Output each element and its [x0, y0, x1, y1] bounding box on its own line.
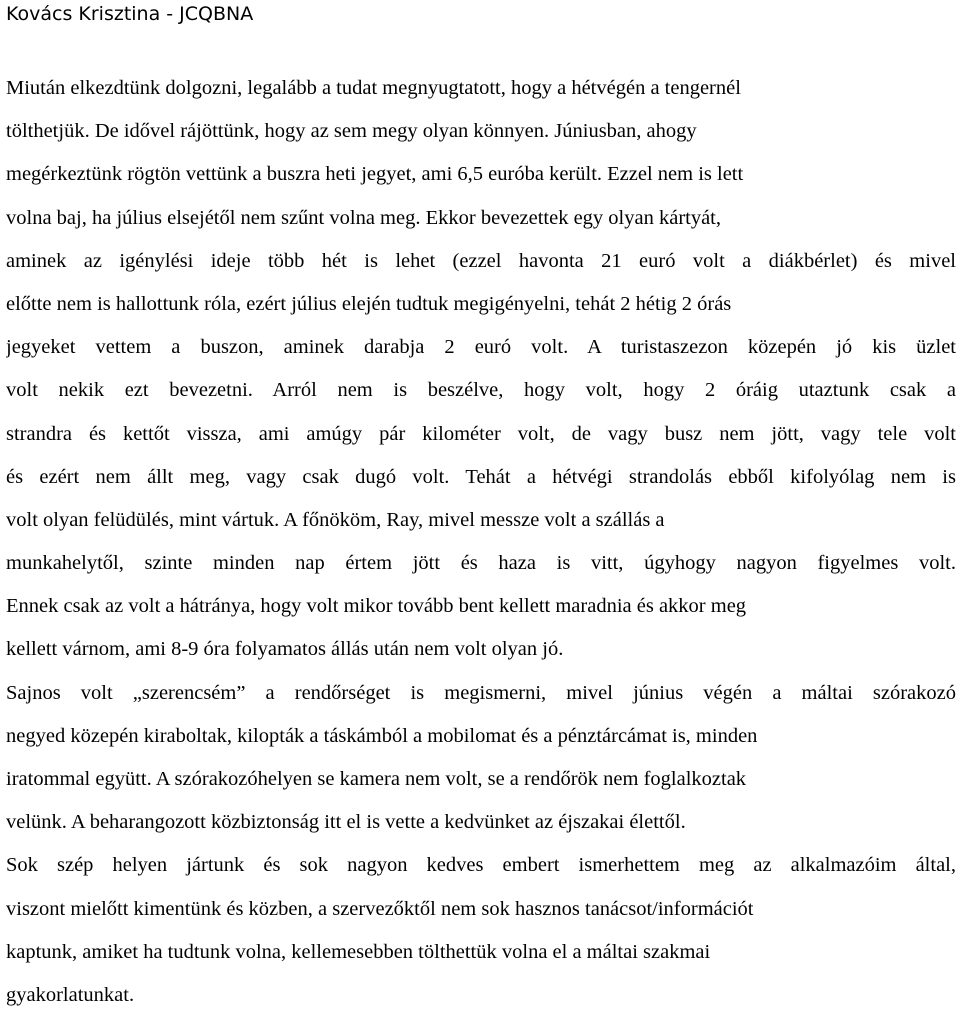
text-line: Sajnos volt „szerencsém” a rendőrséget is megismerni, mivel június végén a máltai szórakozó	[6, 681, 956, 704]
text-line: Ennek csak az volt a hátránya, hogy volt mikor tovább bent kellett maradnia és akkor meg	[6, 595, 747, 618]
text-line: iratommal együtt. A szórakozóhelyen se kamera nem volt, se a rendőrök nem foglalkoztak	[6, 768, 747, 790]
document-header-author: Kovács Krisztina - JCQBNA	[6, 3, 254, 25]
text-line: velünk. A beharangozott közbiztonság itt el is vette a kedvünket az éjszakai élettől.	[6, 811, 686, 834]
text-line: és ezért nem állt meg, vagy csak dugó volt. Tehát a hétvégi strandolás ebből kifolyólag nem is	[6, 465, 956, 488]
text-line: negyed közepén kiraboltak, kilopták a táskámból a mobilomat és a pénztárcámat is, minden	[6, 724, 758, 747]
text-line: strandra és kettőt vissza, ami amúgy pár kilométer volt, de vagy busz nem jött, vagy tele volt	[6, 422, 956, 445]
text-line: munkahelytől, szinte minden nap értem jött és haza is vitt, úgyhogy nagyon figyelmes volt.	[6, 552, 956, 575]
text-line: volna baj, ha július elsejétől nem szűnt volna meg. Ekkor bevezettek egy olyan kártyát,	[6, 206, 722, 229]
text-line: viszont mielőtt kimentünk és közben, a szervezőktől nem sok hasznos tanácsot/információt	[6, 897, 754, 920]
text-line: tölthetjük. De idővel rájöttünk, hogy az sem megy olyan könnyen. Júniusban, ahogy	[6, 120, 697, 143]
text-line: előtte nem is hallottunk róla, ezért július elején tudtuk megigényelni, tehát 2 hétig 2 órás	[6, 292, 732, 315]
text-line: kaptunk, amiket ha tudtunk volna, kellemesebben tölthettük volna el a máltai szakmai	[6, 940, 711, 963]
text-line: kellett várnom, ami 8-9 óra folyamatos állás után nem volt olyan jó.	[6, 638, 564, 661]
text-line: jegyeket vettem a buszon, aminek darabja 2 euró volt. A turistaszezon közepén jó kis üzlet	[6, 336, 956, 359]
text-line: Sok szép helyen jártunk és sok nagyon kedves embert ismerhettem meg az alkalmazóim által,	[6, 854, 956, 877]
text-line: gyakorlatunkat.	[6, 983, 135, 1006]
document-body	[6, 67, 956, 1017]
text-line: megérkeztünk rögtön vettünk a buszra heti jegyet, ami 6,5 euróba került. Ezzel nem is lett	[6, 163, 744, 186]
text-line: Miután elkezdtünk dolgozni, legalább a tudat megnyugtatott, hogy a hétvégén a tengernél	[6, 77, 741, 99]
text-line: volt nekik ezt bevezetni. Arról nem is beszélve, hogy volt, hogy 2 óráig utaztunk csak a	[6, 379, 956, 402]
text-line: aminek az igénylési ideje több hét is lehet (ezzel havonta 21 euró volt a diákbérlet) és mivel	[6, 249, 956, 272]
text-line: volt olyan felüdülés, mint vártuk. A főnököm, Ray, mivel messze volt a szállás a	[6, 508, 665, 531]
